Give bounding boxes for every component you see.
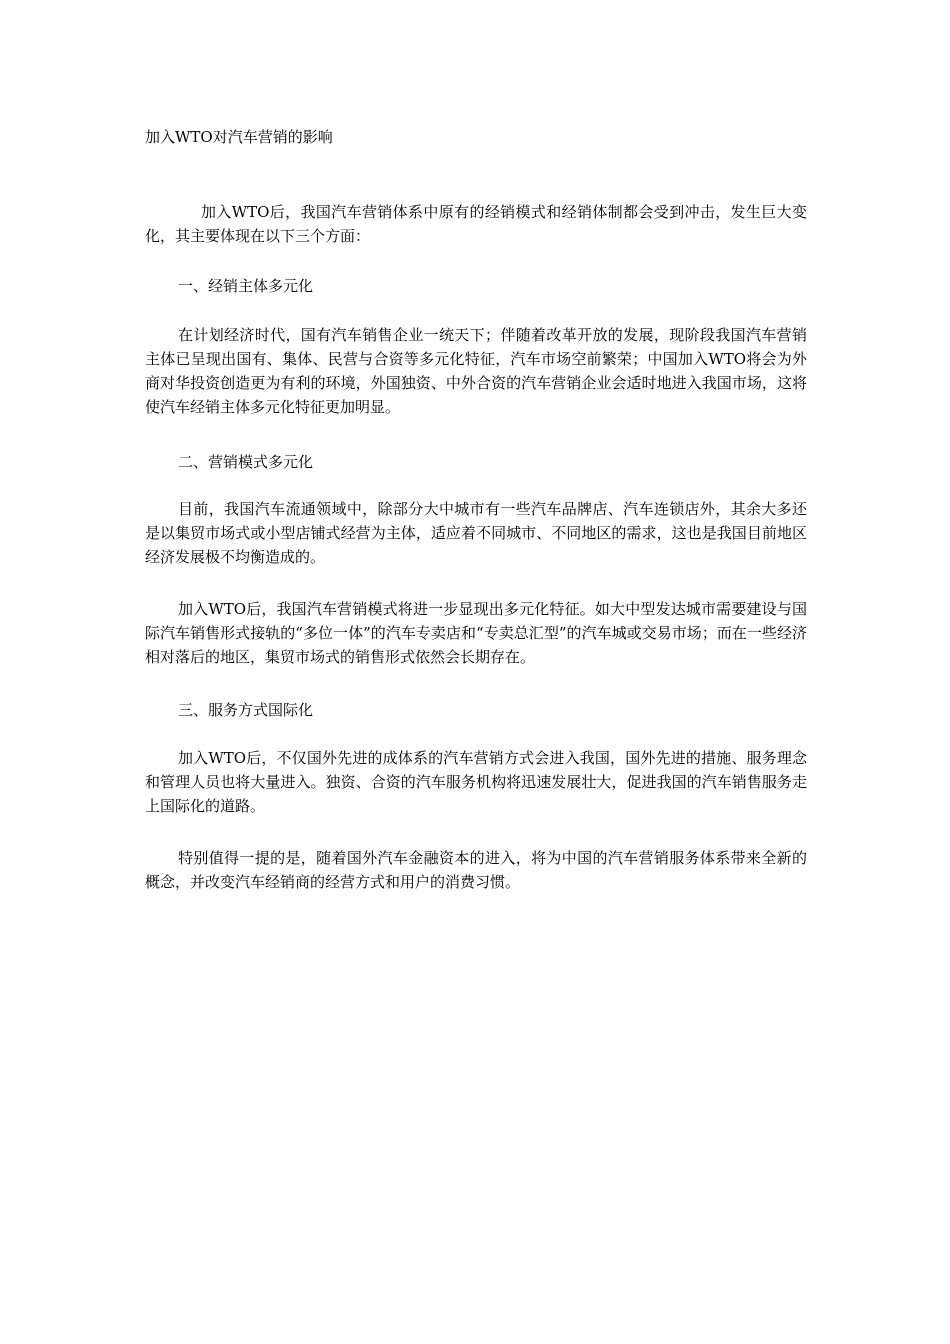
section-1-heading: 一、经销主体多元化 [178,277,314,295]
section-3-paragraph-1: 加入WTO后，不仅国外先进的成体系的汽车营销方式会进入我国，国外先进的措施、服务理念和管理人员也将大量进入。独资、合资的汽车服务机构将迅速发展壮大，促进我国的汽车销售服务走上国际化的道路。 [145,749,807,815]
section-2-paragraph-2: 加入WTO后，我国汽车营销模式将进一步显现出多元化特征。如大中型发达城市需要建设与国际汽车销售形式接轨的“多位一体”的汽车专卖店和“专卖总汇型”的汽车城或交易市场；而在一些经济相对落后的地区，集贸市场式的销售形式依然会长期存在。 [145,600,807,666]
section-2-paragraph-1: 目前，我国汽车流通领域中，除部分大中城市有一些汽车品牌店、汽车连锁店外，其余大多还是以集贸市场式或小型店铺式经营为主体，适应着不同城市、不同地区的需求，这也是我国目前地区经济发展极不均衡造成的。 [145,500,807,566]
intro-paragraph: 加入WTO后，我国汽车营销体系中原有的经销模式和经销体制都会受到冲击，发生巨大变化，其主要体现在以下三个方面： [145,203,807,245]
section-3-heading: 三、服务方式国际化 [178,701,314,719]
section-2-heading: 二、营销模式多元化 [178,453,314,471]
section-1-paragraph-1: 在计划经济时代，国有汽车销售企业一统天下；伴随着改革开放的发展，现阶段我国汽车营销主体已呈现出国有、集体、民营与合资等多元化特征，汽车市场空前繁荣；中国加入WTO将会为外商对华投资创造更为有利的环境，外国独资、中外合资的汽车营销企业会适时地进入我国市场，这将使汽车经销主体多元化特征更加明显。 [145,326,807,416]
document-title: 加入WTO对汽车营销的影响 [145,128,333,146]
section-3-paragraph-2: 特别值得一提的是，随着国外汽车金融资本的进入，将为中国的汽车营销服务体系带来全新的概念，并改变汽车经销商的经营方式和用户的消费习惯。 [145,849,807,891]
